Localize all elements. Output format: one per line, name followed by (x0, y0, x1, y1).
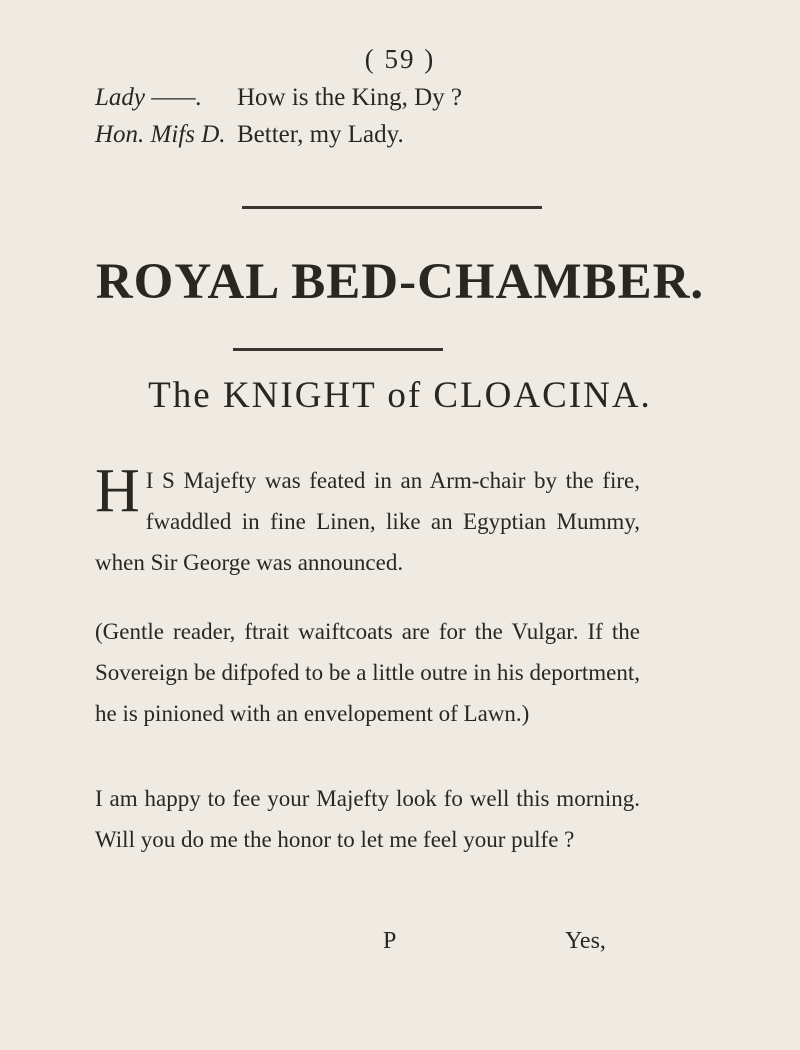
dialogue-text: How is the King, Dy ? (237, 84, 462, 111)
paragraph: I am happy to fee your Majefty look fo well this morning. Will you do me the honor to let me feel your pulfe ? (95, 786, 640, 852)
dialogue-line (95, 121, 404, 149)
dialogue-line (95, 84, 462, 112)
drop-cap: H (95, 457, 140, 525)
divider-rule (233, 348, 443, 351)
chapter-subtitle: The KNIGHT of CLOACINA. (148, 375, 652, 416)
dialogue-text: Better, my Lady. (237, 121, 404, 148)
page-number: ( 59 ) (364, 44, 436, 74)
divider-rule (242, 206, 542, 209)
speaker-name: Lady ——. (95, 84, 202, 111)
speaker-name: Hon. Mifs D. (95, 121, 226, 148)
paragraph-text: I S Majefty was feated in an Arm-chair by the fire, fwaddled in fine Linen, like an Egyptian Mummy, when Sir George was announced. (95, 468, 640, 575)
chapter-title: ROYAL BED-CHAMBER. (95, 254, 705, 310)
paragraph (95, 457, 640, 583)
paragraph: (Gentle reader, ftrait waiftcoats are for the Vulgar. If the Sovereign be difpofed to be a little outre in his deportment, he is pinioned with an envelopement of Lawn.) (95, 619, 640, 726)
signature-mark: P (383, 928, 397, 954)
catchword: Yes, (565, 928, 606, 954)
